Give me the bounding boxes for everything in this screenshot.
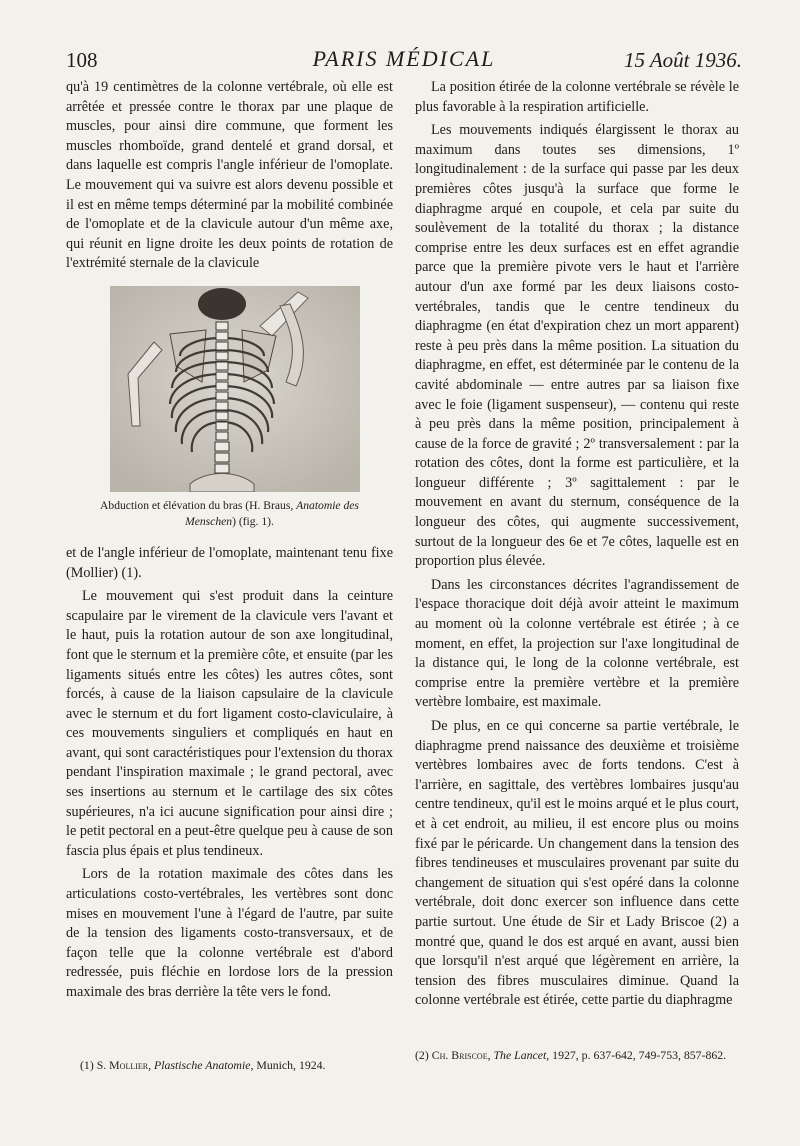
right-paragraph-3: Dans les circonstances décrites l'agrandissement de l'espace thoracique doit déjà avoir atteint le maximum au moment où la colonne vertébrale est étirée ; à ce moment, en effet, la projection sur l'axe longitudinal de la distance qui, le long de la colonne vertébrale, est comprise entre la première vertèbre et la première vertèbre lombaire, est maximale. [415,576,739,711]
journal-title: PARIS MÉDICAL [312,46,496,71]
right-paragraph-1: La position étirée de la colonne vertébrale se révèle le plus favorable à la respiration artificielle. [415,79,739,115]
footnote-1: (1) S. Mollier, Plastische Anatomie, Munich, 1924. [80,1058,326,1072]
left-paragraph-2: et de l'angle inférieur de l'omoplate, maintenant tenu fixe (Mollier) (1). [66,544,393,581]
left-paragraph-4: Lors de la rotation maximale des côtes dans les articulations costo-vertébrales, les vertèbres sont donc mises en mouvement l'une à l'égard de l'autre, par suite de la tension des ligaments costo-transversaux, et de façon telle que la colonne vertébrale est d'abord redressée, puis fléchie en lordose lors de la pression maximale des bras derrière la tête vers le fond. [66,866,393,1000]
figure-skeleton [110,286,360,492]
issue-date: 15 Août 1936. [623,48,742,72]
left-paragraph-1: qu'à 19 centimètres de la colonne vertébrale, où elle est arrêtée et pressée contre le thorax par une plaque de muscles, pour ainsi dire commune, que forment les muscles rhomboïde, grand dentelé et grand dorsal, et dans laquelle est compris l'angle inférieur de l'omoplate. Le mouvement qui va suivre est alors devenu possible et il est en même temps déterminé par la mobilité combinée de l'omoplate et de la clavicule autour d'un même axe, qui réunit en ligne droite les deux points de rotation de l'extrémité sternale de la clavicule [66,79,393,272]
left-paragraph-3: Le mouvement qui s'est produit dans la ceinture scapulaire par le virement de la clavicule vers l'avant et le haut, puis la rotation autour de son axe longitudinal, font que le sternum et la première côte, et ensuite (par les ligaments situés entre les côtes) les autres côtes, sont forcés, à cause de la liaison capsulaire de la clavicule avec le sternum et du fort ligament costo-claviculaire, à ces mouvements singuliers et compliqués en haut en avant, qui sont caractéristiques pour l'extension du thorax pendant l'inspiration maximale ; le grand pectoral, avec ses insertions au sternum et le cartilage des six côtes supérieures, n'a ici aucune signification pour ainsi dire ; le petit pectoral en a peut-être quelque peu à cause de son fascia plus épais et plus tendineux. [66,588,393,859]
running-head [66,44,742,78]
footnote-2: (2) Ch. Briscoe, The Lancet, 1927, p. 637-642, 749-753, 857-862. [415,1048,727,1062]
right-paragraph-4: De plus, en ce qui concerne sa partie vertébrale, le diaphragme prend naissance des deuxième et troisième vertèbres lombaires avec de forts tendons. C'est à l'arrière, en sagittale, des vertèbres lombaires jusqu'au centre tendineux, qu'il est le moins arqué et le plus court, et à cet endroit, au milieu, il est encore plus ou moins fixé par le péricarde. Un changement dans la tension des fibres tendineuses et musculaires provenant par suite du changement de situation qui s'est opéré dans la colonne vertébrale, doit donc exercer son influence dans cette partie surtout. Une étude de Sir et Lady Briscoe (2) a montré que, quand le dos est arqué en avant, aussi bien que lorsqu'il n'est arqué que légèrement en arrière, la tension des fibres musculaires diminue. Quand la colonne vertébrale est étirée, cette partie du diaphragme [415,718,739,1009]
left-column [66,78,393,1007]
right-paragraph-2: Les mouvements indiqués élargissent le thorax au maximum dans toutes ses dimensions, 1º longitudinalement : de la surface qui passe par les deux premières côtes jusqu'à la surface que forme le diaphragme arqué en coupole, et cela par suite du soulèvement de la totalité du thorax ; la distance comprise entre les deux surfaces est en effet agrandie parce que la première pivote vers le haut et l'arrière autour d'un axe formé par les deux liaisons costo-vertébrales, tandis que le centre tendineux du diaphragme (en état d'expiration chez un mort apparent) reste à peu près dans la même position. La situation du diaphragme, en effet, est déterminée par le contenu de la cavité abdominale — entre autres par sa liaison fixe avec le foie (ligament suspenseur), — contenu qui reste à peu près dans la même position, principalement à cause de la force de gravité ; 2º transversalement : par la rotation des côtes, dont la forme est particulière, et la longueur différente ; 3º sagittalement : par le mouvement en avant du sternum, conséquence de la longueur des côtes, qui augmente successivement, surtout de la longueur des 6e et 7e côtes, laquelle est en proportion plus élevée. [415,122,739,570]
right-column [415,78,739,1015]
skeleton-back-illustration [110,286,360,492]
page-number: 108 [66,48,98,72]
figure-caption: Abduction et élévation du bras (H. Braus, Anatomie des Menschen) (fig. 1). [100,498,359,528]
